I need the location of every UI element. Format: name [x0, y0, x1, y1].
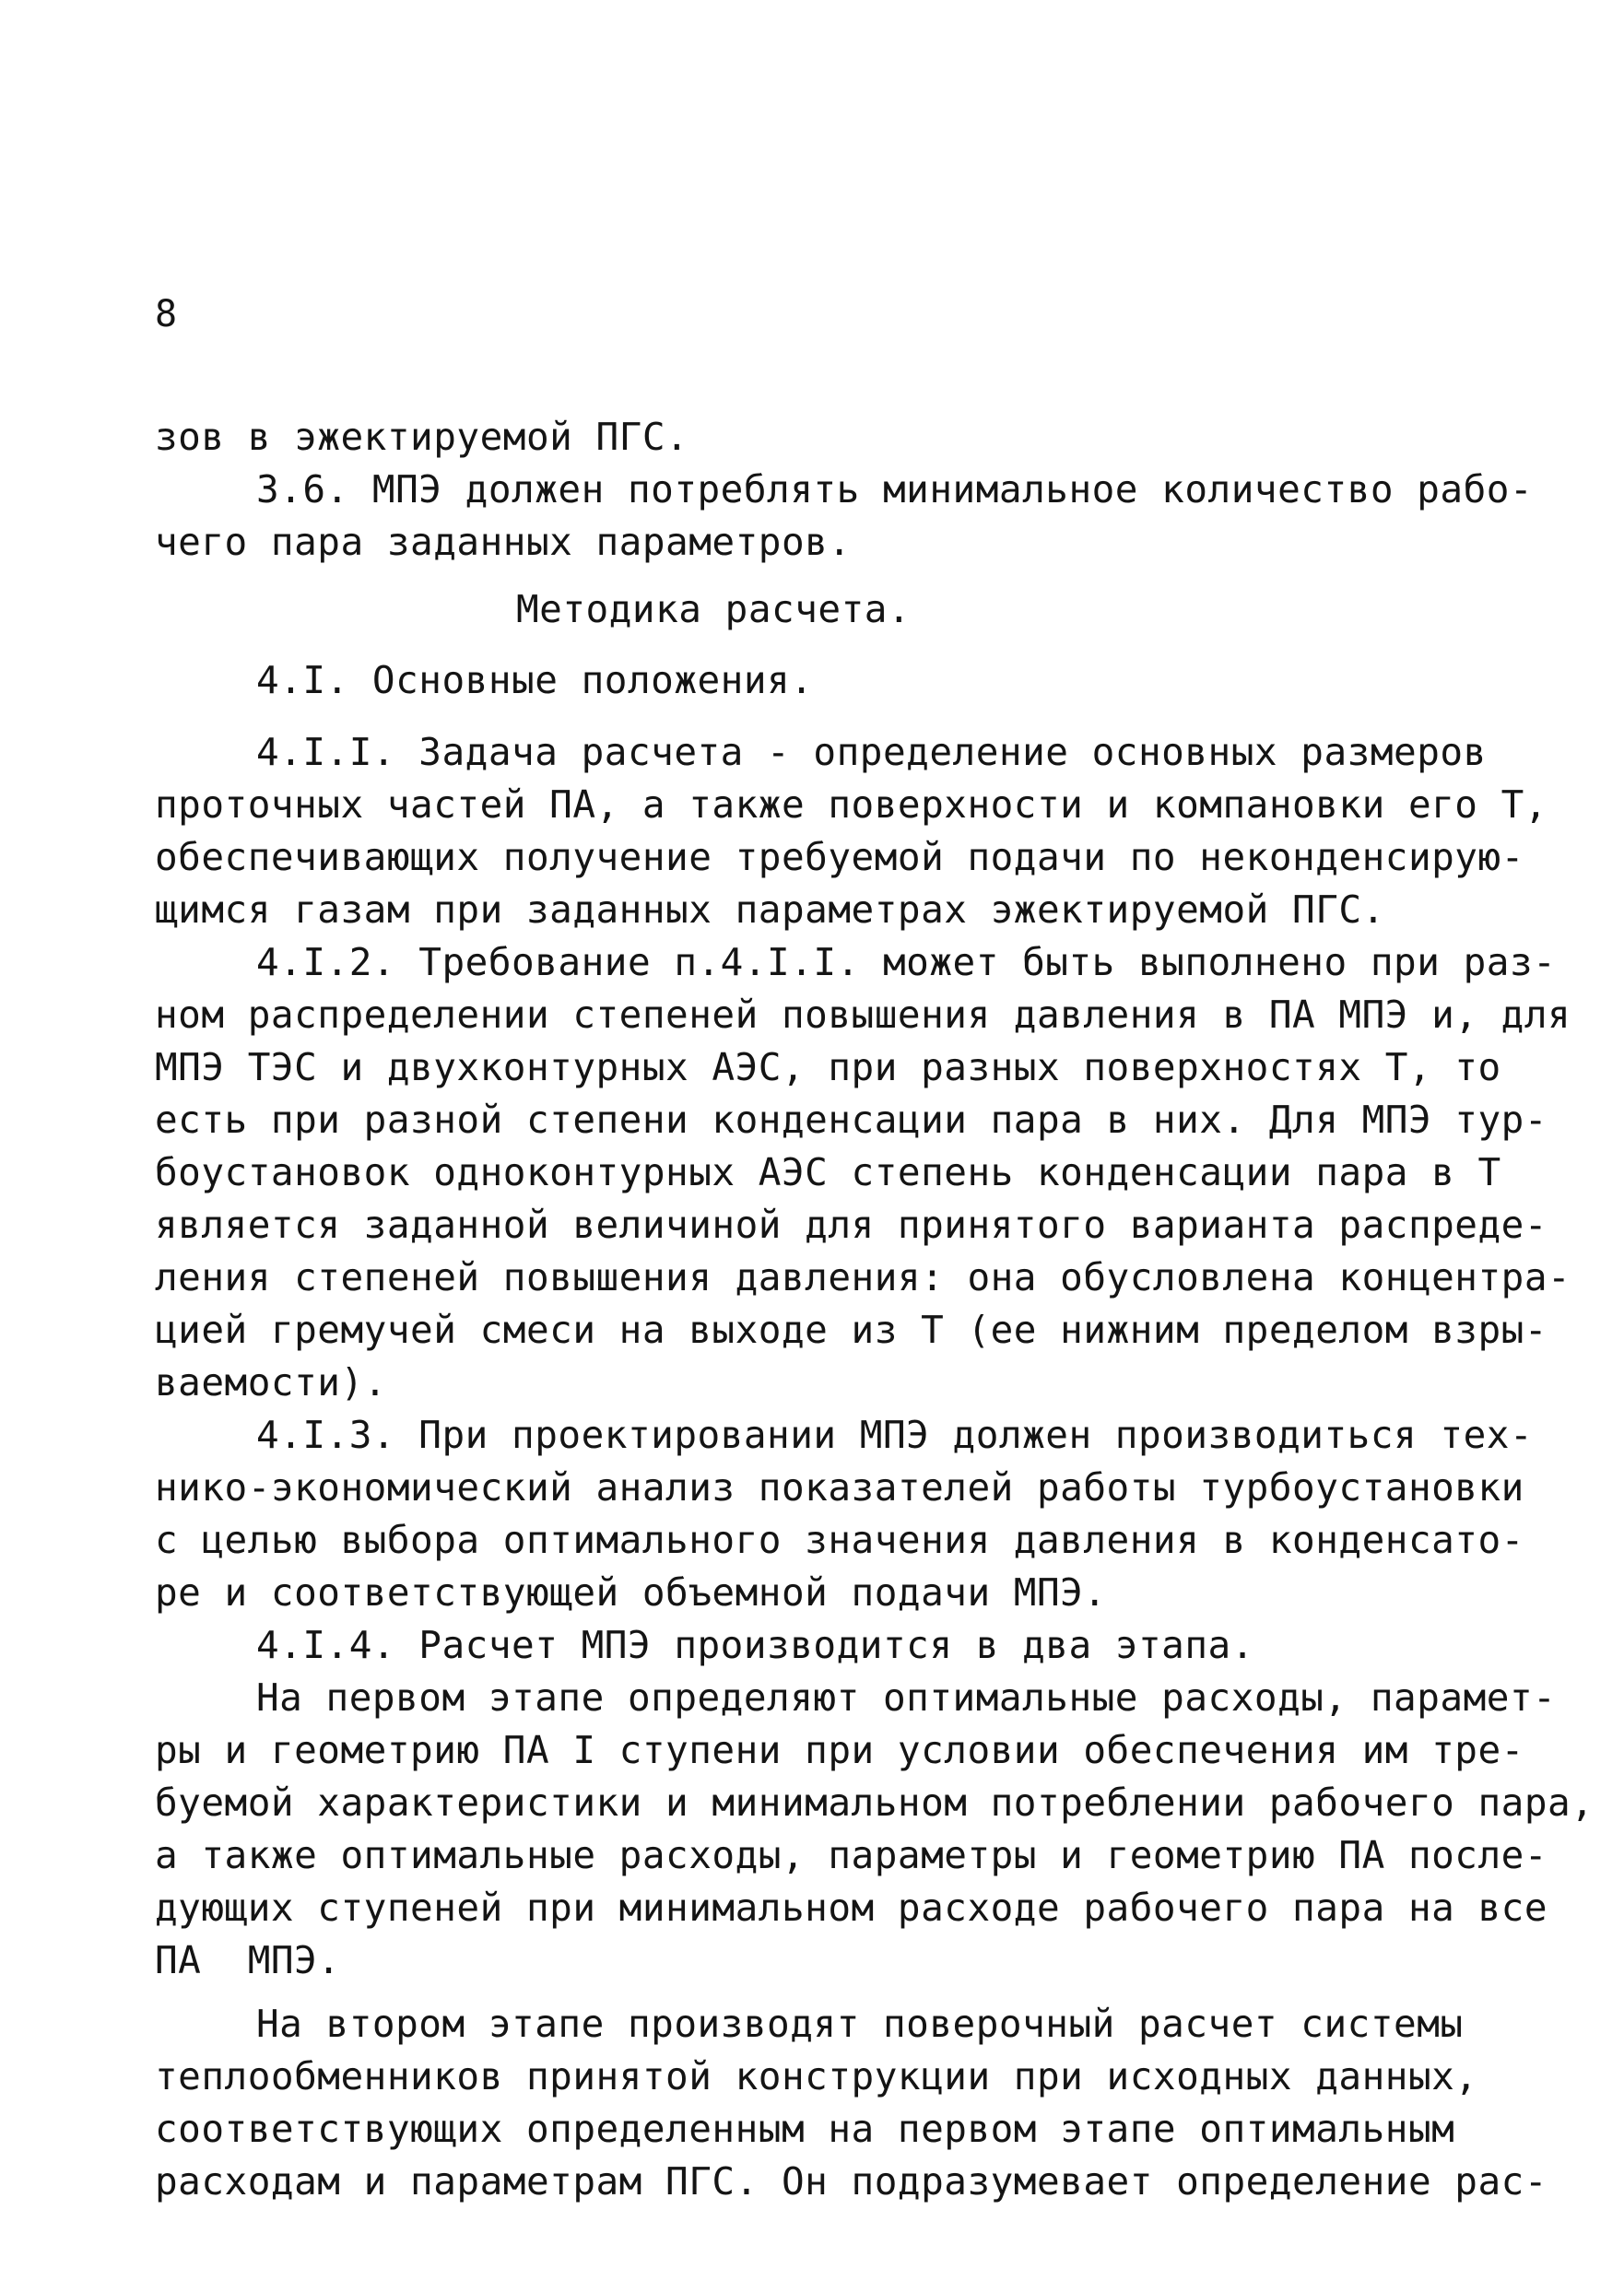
text-line: боустановок одноконтурных АЭС степень конденсации пара в Т [155, 1150, 1501, 1194]
text-line: с целью выбора оптимального значения давления в конденсато- [155, 1518, 1524, 1562]
text-line: обеспечивающих получение требуемой подачи по неконденсирую- [155, 835, 1524, 879]
text-line: ном распределении степеней повышения давления в ПА МПЭ и, для [155, 993, 1571, 1037]
text-line: 3.6. МПЭ должен потреблять минимальное количество рабо- [256, 467, 1534, 511]
text-line: 4.I.4. Расчет МПЭ производится в два этапа. [256, 1623, 1254, 1667]
text-line: есть при разной степени конденсации пара в них. Для МПЭ тур- [155, 1098, 1548, 1142]
text-line: ре и соответствующей объемной подачи МПЭ. [155, 1570, 1107, 1615]
text-line: ваемости). [155, 1360, 387, 1405]
text-line: цией гремучей смеси на выходе из Т (ее нижним пределом взры- [155, 1308, 1548, 1352]
page-number: 8 [155, 293, 179, 335]
text-line: ры и геометрию ПА I ступени при условии обеспечения им тре- [155, 1728, 1524, 1772]
text-line: ПА МПЭ. [155, 1938, 341, 1982]
text-line: зов в эжектируемой ПГС. [155, 415, 689, 459]
section-heading: Методика расчета. [516, 587, 912, 631]
text-line: 4.I.I. Задача расчета - определение основных размеров [256, 730, 1487, 774]
text-line: ления степеней повышения давления: она обусловлена концентра- [155, 1255, 1571, 1299]
text-line: На первом этапе определяют оптимальные расходы, парамет- [256, 1675, 1557, 1720]
text-line: дующих ступеней при минимальном расходе рабочего пара на все [155, 1886, 1548, 1930]
text-line: проточных частей ПА, а также поверхности и компановки его Т, [155, 782, 1548, 827]
text-line: МПЭ ТЭС и двухконтурных АЭС, при разных поверхностях Т, то [155, 1045, 1501, 1089]
text-line: нико-экономический анализ показателей работы турбоустановки [155, 1465, 1524, 1510]
text-line: 4.I.3. При проектировании МПЭ должен производиться тех- [256, 1413, 1534, 1457]
text-line: щимся газам при заданных параметрах эжектируемой ПГС. [155, 887, 1385, 932]
text-line: расходам и параметрам ПГС. Он подразумевает определение рас- [155, 2159, 1548, 2204]
text-line: буемой характеристики и минимальном потреблении рабочего пара, [155, 1781, 1595, 1825]
text-line: чего пара заданных параметров. [155, 520, 852, 564]
text-line: 4.I.2. Требование п.4.I.I. может быть выполнено при раз- [256, 940, 1557, 984]
text-line: соответствующих определенным на первом этапе оптимальным [155, 2107, 1455, 2151]
subsection-heading: 4.I. Основные положения. [256, 658, 814, 702]
text-line: является заданной величиной для принятого варианта распреде- [155, 1203, 1548, 1247]
text-line: теплообменников принятой конструкции при исходных данных, [155, 2054, 1478, 2098]
text-line: а также оптимальные расходы, параметры и геометрию ПА после- [155, 1833, 1548, 1877]
text-line: На втором этапе производят поверочный расчет системы [256, 2002, 1464, 2046]
